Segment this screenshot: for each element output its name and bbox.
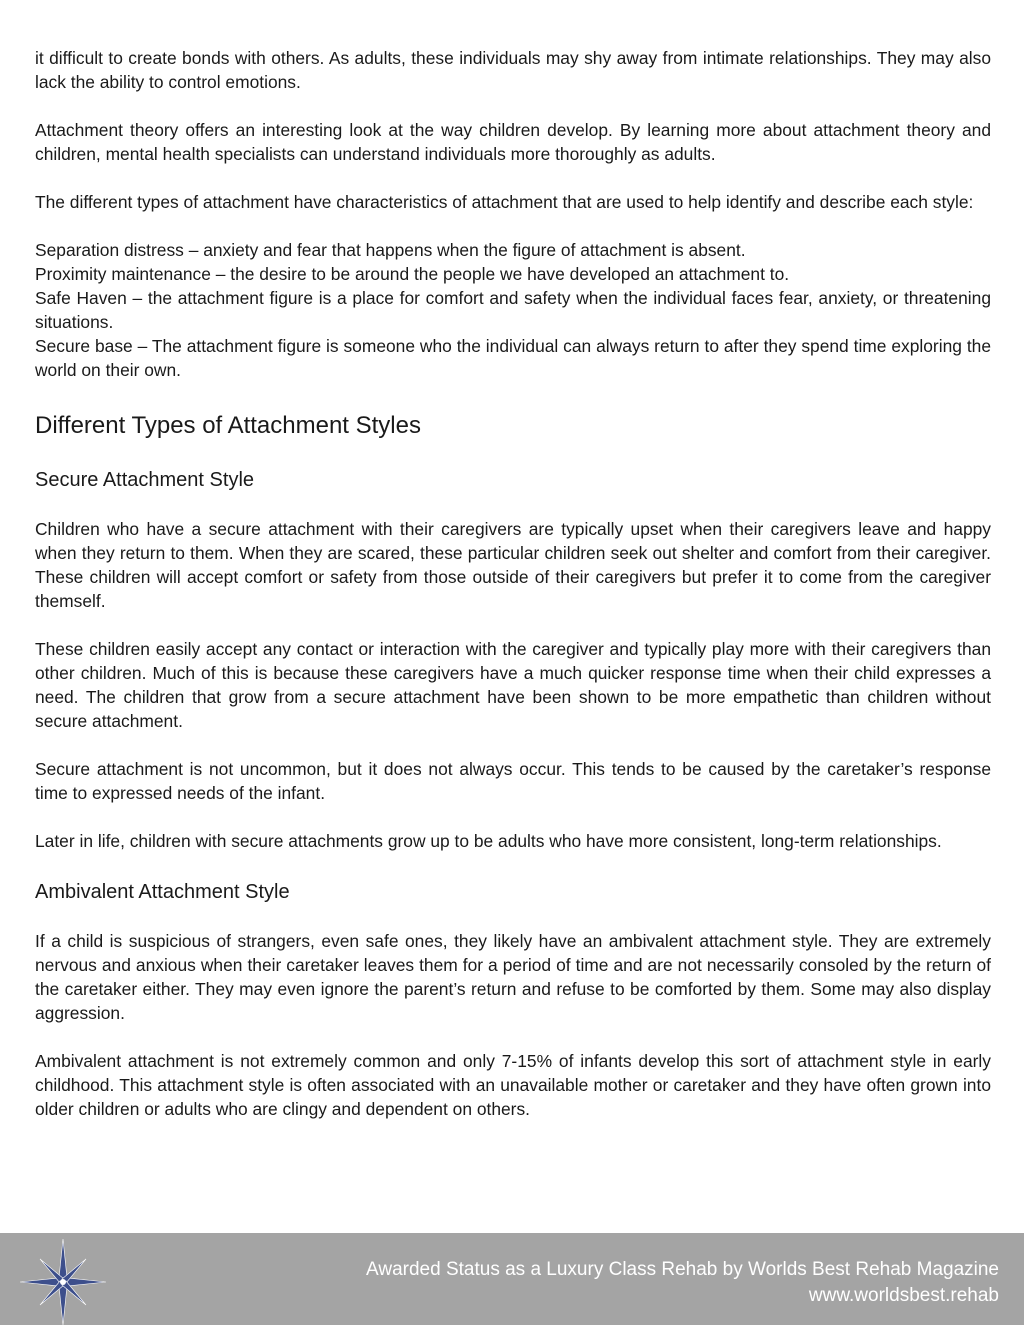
ambivalent-heading: Ambivalent Attachment Style: [35, 881, 290, 903]
intro-paragraph: it difficult to create bonds with others. As adults, these individuals may shy away from intimate relationships. They may also lack the ability to control emotions.: [35, 48, 991, 92]
compass-star-icon: [20, 1239, 106, 1325]
secure-paragraph: Children who have a secure attachment with their caregivers are typically upset when their caregivers leave and happy when they return to them. When they are scared, these particular children seek out shelter and comfort from their caregiver. These children will accept comfort or safety from those outside of their caregivers but prefer it to come from the caregiver themself.: [35, 519, 991, 611]
characteristic-separation-distress: Separation distress – anxiety and fear that happens when the figure of attachment is absent.: [35, 240, 746, 260]
secure-paragraph: Secure attachment is not uncommon, but it does not always occur. This tends to be caused by the caretaker’s response time to expressed needs of the infant.: [35, 759, 991, 803]
characteristic-proximity-maintenance: Proximity maintenance – the desire to be around the people we have developed an attachment to.: [35, 264, 790, 284]
characteristic-safe-haven: Safe Haven – the attachment figure is a place for comfort and safety when the individual faces fear, anxiety, or threatening situations.: [35, 288, 991, 332]
characteristics-list: [35, 238, 991, 382]
secure-heading: Secure Attachment Style: [35, 469, 255, 491]
award-text: Awarded Status as a Luxury Class Rehab by Worlds Best Rehab Magazine: [366, 1259, 999, 1280]
section-title: Different Types of Attachment Styles: [35, 412, 421, 439]
ambivalent-paragraph: Ambivalent attachment is not extremely common and only 7-15% of infants develop this sort of attachment style in early childhood. This attachment style is often associated with an unavailable mother or caretaker and they have often grown into older children or adults who are clingy and dependent on others.: [35, 1051, 991, 1119]
ambivalent-paragraph: If a child is suspicious of strangers, even safe ones, they likely have an ambivalent attachment style. They are extremely nervous and anxious when their caretaker leaves them for a period of time and are not necessarily consoled by the return of the caretaker either. They may even ignore the parent’s return and refuse to be comforted by them. Some may also display aggression.: [35, 931, 991, 1023]
intro-paragraph: Attachment theory offers an interesting look at the way children develop. By learning more about attachment theory and children, mental health specialists can understand individuals more thoroughly as adults.: [35, 120, 991, 164]
page-footer: [0, 1233, 1024, 1325]
characteristic-secure-base: Secure base – The attachment figure is someone who the individual can always return to after they spend time exploring the world on their own.: [35, 336, 991, 380]
secure-paragraph: These children easily accept any contact or interaction with the caregiver and typically play more with their caregivers than other children. Much of this is because these caregivers have a much quicker response time when their child expresses a need. The children that grow from a secure attachment have been shown to be more empathetic than children without secure attachment.: [35, 639, 991, 731]
footer-text: [366, 1257, 999, 1309]
secure-paragraph: Later in life, children with secure attachments grow up to be adults who have more consistent, long-term relationships.: [35, 831, 942, 851]
document-body: [35, 46, 991, 1121]
website-link[interactable]: www.worldsbest.rehab: [808, 1285, 999, 1306]
intro-paragraph: The different types of attachment have characteristics of attachment that are used to help identify and describe each style:: [35, 192, 974, 212]
